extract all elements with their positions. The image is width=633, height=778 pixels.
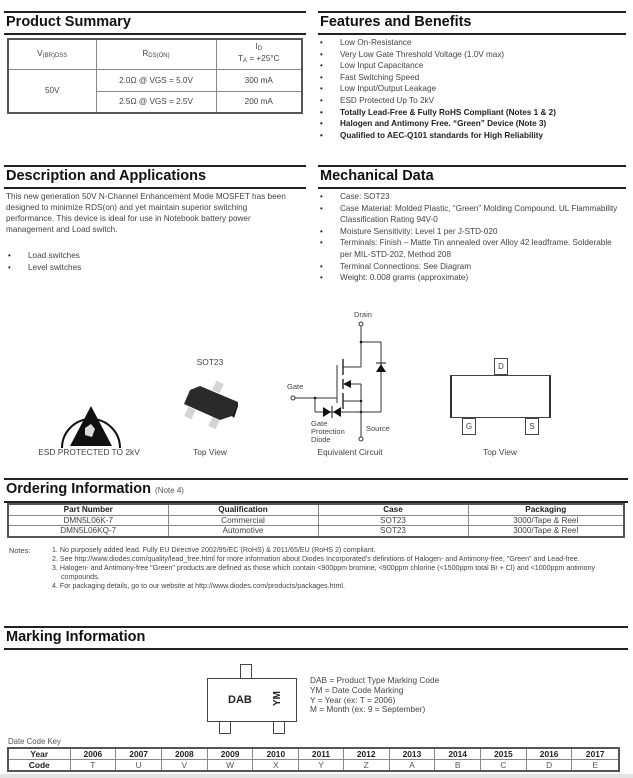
features-title: Features and Benefits [318, 11, 626, 35]
header-vbrdss: $V_{(BR)DSS}$ [8, 39, 96, 69]
pinout-diagram [450, 358, 550, 438]
ordering-table: Part Number Qualification Case Packaging DMN5L06K-7 Commercial SOT23 3000/Tape & Reel DMN5L06KQ-7 Automotive SOT23 3000/Tape & Reel [7, 503, 625, 538]
feature-item: • Halogen and Antimony Free. “Green” Device (Note 3) [320, 118, 630, 130]
package-label: SOT23 [196, 357, 224, 367]
marking-diagram [207, 664, 297, 734]
applications-list [8, 250, 288, 273]
features-list [320, 37, 630, 141]
svg-text:Drain: Drain [354, 310, 372, 319]
marking-body [207, 678, 297, 722]
note-item: 4. For packaging details, go to our website at http://www.diodes.com/products/packages.html. [52, 581, 345, 590]
mechanical-item: • Moisture Sensitivity: Level 1 per J-STD-020 [320, 226, 620, 238]
date-code-title: Date Code Key [8, 737, 61, 746]
description-title: Description and Applications [4, 165, 306, 189]
mechanical-title: Mechanical Data [318, 165, 626, 189]
description-text: This new generation 50V N-Channel Enhancement Mode MOSFET has been designed to minimize RDS(on) and yet maintain superior switching performance. This device is ideal for use in Notebook battery power management and Load switch. [6, 192, 286, 234]
feature-item: • Totally Lead-Free & Fully RoHS Compliant (Notes 1 & 2) [320, 107, 630, 119]
product-summary-table [7, 38, 303, 114]
package-caption: Top View [193, 447, 227, 457]
table-row: DMN5L06KQ-7 Automotive SOT23 3000/Tape & Reel [8, 526, 624, 537]
rds-cell: 2.5Ω @ VGS = 2.5V [96, 91, 216, 113]
esd-warning-icon [58, 396, 124, 448]
rds-cell: 2.0Ω @ VGS = 5.0V [96, 69, 216, 91]
svg-text:Protection: Protection [311, 427, 345, 436]
date-code-table [7, 747, 620, 772]
sot23-package-image [180, 378, 242, 430]
package-body [450, 375, 551, 418]
application-item: • Level switches [8, 262, 288, 274]
source-pin: S [525, 418, 539, 435]
esd-caption: ESD PROTECTED TO 2kV [38, 447, 140, 457]
marking-title: Marking Information [4, 626, 628, 650]
id-cell: 200 mA [216, 91, 302, 113]
pinout-caption: Top View [483, 447, 517, 457]
bottom-bar [0, 774, 633, 778]
header-id: $I_D$ $T_A = +25^\circ C$ [216, 39, 302, 69]
feature-item: • Qualified to AEC-Q101 standards for High Reliability [320, 130, 630, 142]
header-rdson: $R_{DS(ON)}$ [96, 39, 216, 69]
id-cell: 300 mA [216, 69, 302, 91]
drain-pin: D [494, 358, 508, 375]
feature-item: • ESD Protected Up To 2kV [320, 95, 630, 107]
gate-pin: G [462, 418, 476, 435]
table-row: DMN5L06K-7 Commercial SOT23 3000/Tape & Reel [8, 515, 624, 526]
application-item: • Load switches [8, 250, 288, 262]
voltage-cell: 50V [8, 69, 96, 113]
feature-item: • Very Low Gate Threshold Voltage (1.0V max) [320, 49, 630, 61]
marking-code: DAB [228, 694, 252, 706]
feature-item: • Low Input/Output Leakage [320, 83, 630, 95]
mechanical-list [320, 191, 620, 284]
marking-date-code: YM [272, 691, 283, 706]
mechanical-item: • Terminals: Finish – Matte Tin annealed over Alloy 42 leadframe. Solderable per MIL-STD-202, Method 208 [320, 237, 620, 260]
mechanical-item: • Case: SOT23 [320, 191, 620, 203]
feature-item: • Low Input Capacitance [320, 60, 630, 72]
circuit-caption: Equivalent Circuit [317, 447, 383, 457]
year-row: Year 2006 2007 2008 2009 2010 2011 2012 2013 2014 2015 2016 2017 [8, 748, 619, 760]
product-summary-title: Product Summary [4, 11, 306, 35]
code-row: Code T U V W X Y Z A B C D E [8, 760, 619, 772]
mechanical-item: • Terminal Connections: See Diagram [320, 261, 620, 273]
notes-label: Notes: [9, 546, 31, 555]
svg-text:Gate: Gate [287, 382, 304, 391]
notes-list [52, 546, 622, 591]
note-item: 1. No purposely added lead. Fully EU Directive 2002/95/EC (RoHS) & 2011/65/EU (RoHS 2) compliant. [52, 546, 376, 554]
note-item: 2. See http://www.diodes.com/quality/lead_free.html for more information about Diodes Incorporated's definitions of Halogen- and Antimony-free, "Green" and Lead-free. [52, 554, 580, 563]
svg-text:Diode: Diode [311, 435, 331, 444]
equivalent-circuit-diagram [285, 305, 405, 447]
note-item: 3. Halogen- and Antimony-free "Green" products are defined as those which contain <900ppm bromine, <900ppm chlorine (<1500ppm total Br + Cl) and <1000ppm antimony compounds. [52, 563, 596, 581]
ordering-title: Ordering Information (Note 4) [4, 478, 628, 503]
marking-legend: DAB = Product Type Marking Code YM = Date Code Marking Y = Year (ex: T = 2006) M = Month (ex: 9 = September) [310, 675, 440, 715]
svg-text:Source: Source [366, 424, 390, 433]
feature-item: • Fast Switching Speed [320, 72, 630, 84]
mechanical-item: • Case Material: Molded Plastic, “Green” Molding Compound. UL Flammability Classification Rating 94V-0 [320, 203, 620, 226]
mechanical-item: • Weight: 0.008 grams (approximate) [320, 272, 620, 284]
feature-item: • Low On-Resistance [320, 37, 630, 49]
svg-text:Gate: Gate [311, 419, 328, 428]
